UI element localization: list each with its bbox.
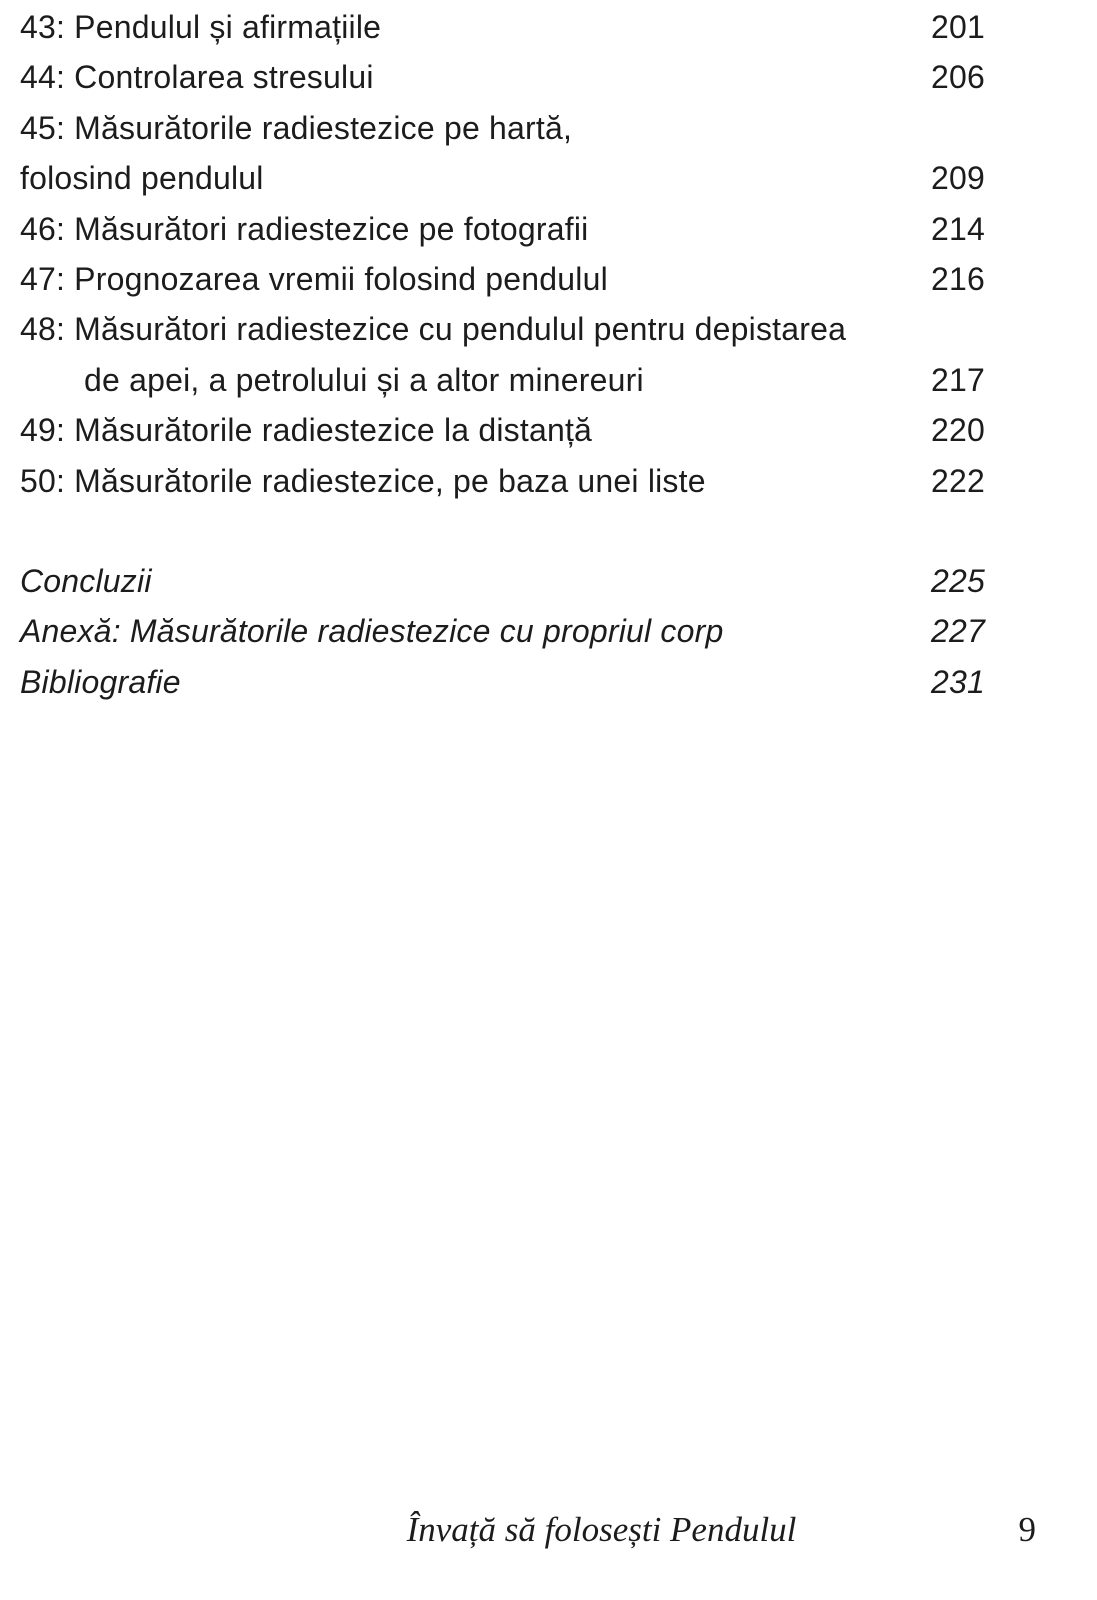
toc-entry <box>20 254 985 304</box>
toc-entry <box>20 405 985 455</box>
page-number: 9 <box>1018 1510 1036 1549</box>
toc-entry-page: 220 <box>931 412 985 449</box>
toc-entry-label: Concluzii <box>20 563 152 600</box>
toc-entry-label: 47: Prognozarea vremii folosind pendulul <box>20 261 608 298</box>
toc-entry <box>20 606 985 656</box>
toc-entry-label: 46: Măsurători radiestezice pe fotografii <box>20 210 589 247</box>
toc-entry <box>20 456 985 506</box>
toc-entry-label: 45: Măsurătorile radiestezice pe hartă, <box>20 109 573 146</box>
toc-entry-label: folosind pendulul <box>20 160 264 197</box>
running-book-title: Învață să folosești Pendulul <box>406 1510 797 1549</box>
toc-entry <box>20 657 985 707</box>
toc-entry-label: 49: Măsurătorile radiestezice la distanță <box>20 412 593 449</box>
toc-entry-page: 217 <box>931 361 985 398</box>
toc-entry-label: de apei, a petrolului și a altor minereuri <box>84 361 644 398</box>
toc-entry-page: 231 <box>931 663 985 700</box>
toc-entry-page: 227 <box>931 613 985 650</box>
toc-entry-page: 216 <box>931 261 985 298</box>
toc-entry-label: 48: Măsurători radiestezice cu pendulul pentru depistarea <box>20 311 847 348</box>
toc-entry-label: 43: Pendulul și afirmațiile <box>20 9 382 45</box>
table-of-contents <box>0 0 1097 707</box>
toc-entry-page: 201 <box>931 9 985 45</box>
toc-entry-page: 225 <box>931 563 985 600</box>
toc-entry <box>20 153 985 203</box>
toc-entry <box>20 556 985 606</box>
toc-entry <box>20 204 985 254</box>
toc-entry-page: 209 <box>931 160 985 197</box>
toc-entry-label: 50: Măsurătorile radiestezice, pe baza unei liste <box>20 462 706 499</box>
toc-entry-label: Anexă: Măsurătorile radiestezice cu propriul corp <box>20 613 724 650</box>
toc-entry <box>20 304 985 354</box>
toc-entry-page: 206 <box>931 59 985 96</box>
toc-entry-label: Bibliografie <box>20 663 181 700</box>
toc-entry <box>20 355 985 405</box>
toc-entry-label: 44: Controlarea stresului <box>20 59 374 96</box>
toc-entry-page: 222 <box>931 462 985 499</box>
page-footer <box>0 1504 1097 1566</box>
toc-entry <box>20 103 985 153</box>
toc-chapter-list <box>20 2 985 506</box>
toc-entry <box>20 52 985 102</box>
toc-entry-page: 214 <box>931 210 985 247</box>
toc-entry <box>20 2 985 52</box>
toc-back-matter-list <box>20 556 985 707</box>
